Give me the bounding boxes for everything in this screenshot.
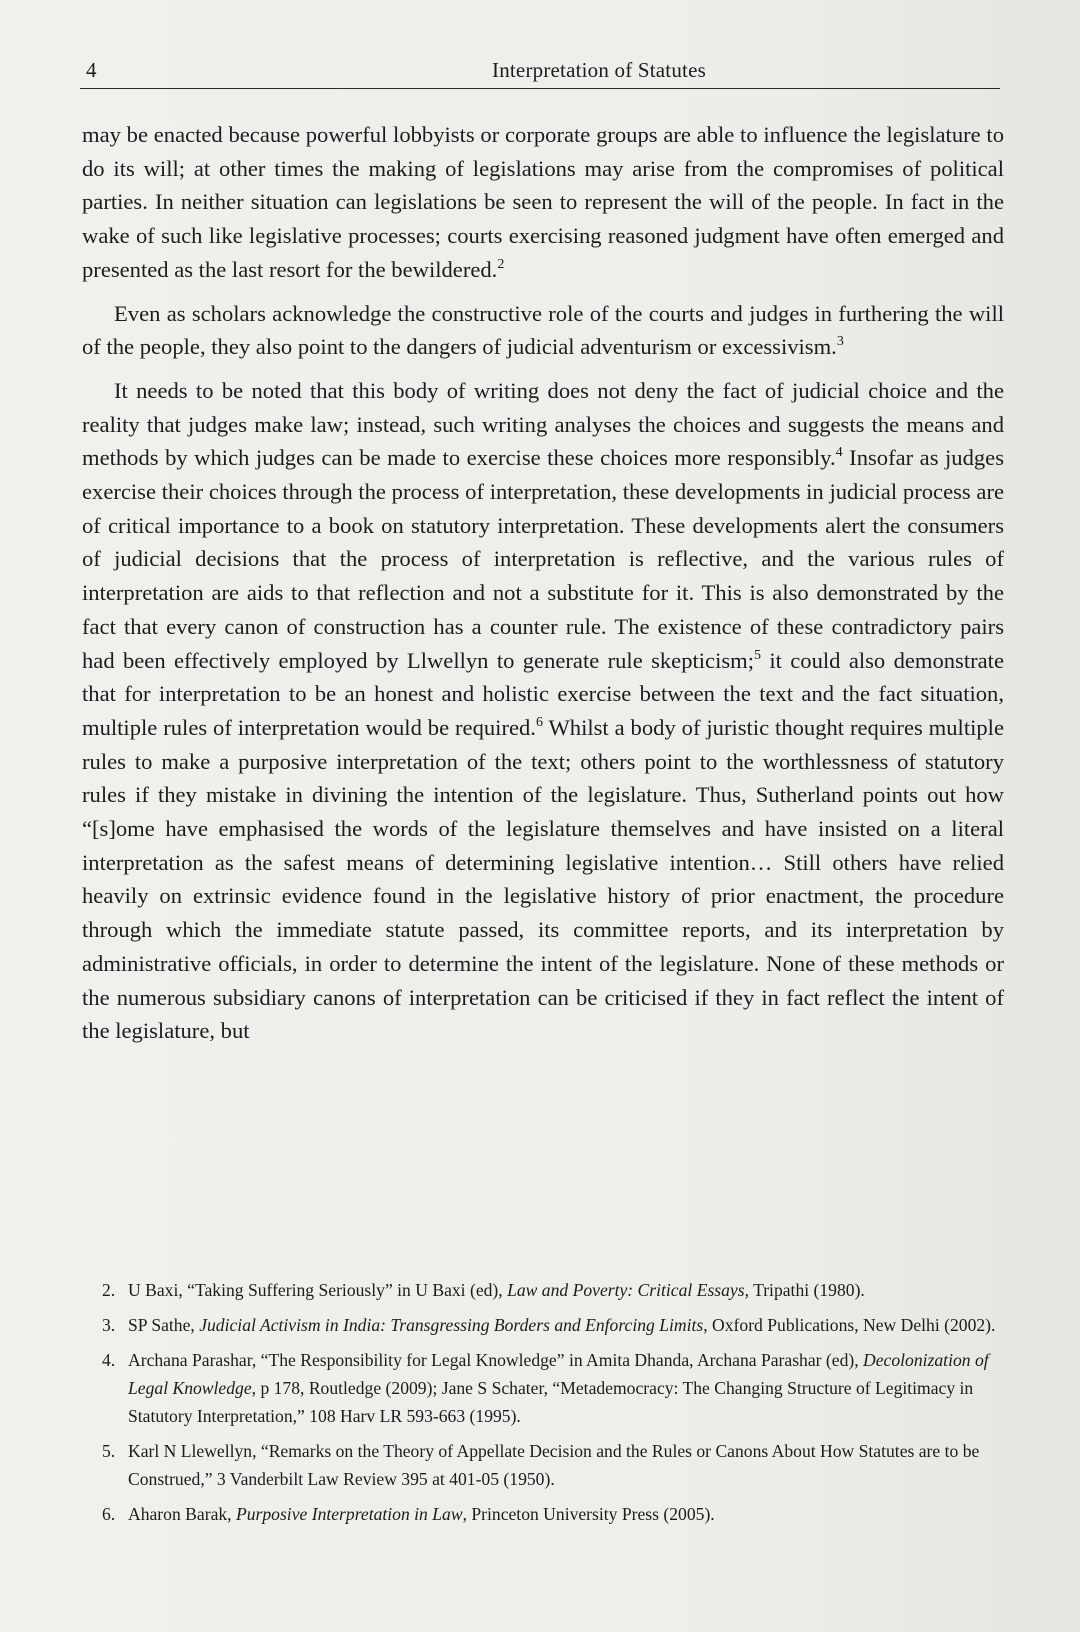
footnote-text: , Princeton University Press (2005). [462, 1504, 715, 1524]
footnotes [102, 1276, 1002, 1535]
paragraph-3-text-4: Whilst a body of juristic thought requires multiple rules to make a purposive interpretation of the text; others point to the worthlessness of statutory rules if they mistake in divining the intention of the legislature. Thus, Sutherland points out how “[s]ome have emphasised the words of the legislature themselves and have insisted on a literal interpretation as the safest means of determining legislative intention… Still others have relied heavily on extrinsic evidence found in the legislative history of prior enactment, the procedure through which the immediate statute passed, its committee reports, and its interpretation by administrative officials, in order to determine the intent of the legislature. None of these methods or the numerous subsidiary canons of interpretation can be criticised if they in fact reflect the intent of the legislature, but [82, 714, 1004, 1044]
footnote-ref-4: 4 [835, 445, 843, 461]
body-text [82, 118, 1004, 1058]
footnote [102, 1276, 1002, 1304]
footnote-number: 6. [102, 1504, 116, 1524]
page-header [80, 56, 1000, 89]
footnote-number: 3. [102, 1315, 116, 1335]
paragraph-3 [82, 374, 1004, 1048]
footnote-ref-3: 3 [836, 334, 844, 350]
footnote-number: 4. [102, 1350, 116, 1370]
page-number: 4 [86, 58, 97, 82]
footnote-text: , p 178, Routledge (2009); Jane S Schater, “Metademocracy: The Changing Structure of Legitimacy in Statutory Interpretation,” 108 Harv LR 593-663 (1995). [128, 1378, 974, 1426]
footnote [102, 1500, 1002, 1528]
footnote-ref-6: 6 [535, 714, 543, 730]
footnote-title: Purposive Interpretation in Law [235, 1504, 463, 1524]
footnote [102, 1437, 1002, 1493]
footnote [102, 1346, 1002, 1430]
paragraph-2 [82, 297, 1004, 364]
running-title: Interpretation of Statutes [492, 58, 706, 82]
footnote-text: , Oxford Publications, New Delhi (2002). [703, 1315, 996, 1335]
footnote [102, 1311, 1002, 1339]
footnote-text: , Tripathi (1980). [744, 1280, 865, 1300]
footnote-text: Archana Parashar, “The Responsibility for Legal Knowledge” in Amita Dhanda, Archana Parashar (ed), [128, 1350, 864, 1370]
paragraph-3-text-1: It needs to be noted that this body of writing does not deny the fact of judicial choice and the reality that judges make law; instead, such writing analyses the choices and suggests the means and methods by which judges can be made to exercise these choices more responsibly. [82, 377, 1004, 471]
footnote-ref-2: 2 [497, 256, 505, 272]
paragraph-1-text: may be enacted because powerful lobbyists or corporate groups are able to influence the legislature to do its will; at other times the making of legislations may arise from the compromises of political parties. In neither situation can legislations be seen to represent the will of the people. In fact in the wake of such like legislative processes; courts exercising reasoned judgment have often emerged and presented as the last resort for the bewildered. [82, 122, 1004, 282]
footnote-text: U Baxi, “Taking Suffering Seriously” in U Baxi (ed), [128, 1280, 508, 1300]
footnote-title: Judicial Activism in India: Transgressing Borders and Enforcing Limits [199, 1315, 704, 1335]
footnote-title: Law and Poverty: Critical Essays [507, 1280, 745, 1300]
footnote-ref-5: 5 [754, 647, 762, 663]
footnote-number: 5. [102, 1441, 116, 1461]
footnote-text: Aharon Barak, [128, 1504, 236, 1524]
footnote-number: 2. [102, 1280, 116, 1300]
paragraph-3-text-3: it could also demonstrate that for interpretation to be an honest and holistic exercise between the text and the fact situation, multiple rules of interpretation would be required. [82, 647, 1004, 740]
footnote-title: Decolonization of Legal Knowledge [128, 1350, 989, 1398]
paragraph-3-text-2: Insofar as judges exercise their choices through the process of interpretation, these developments in judicial process are of critical importance to a book on statutory interpretation. These developments alert the consumers of judicial decisions that the process of interpretation is reflective, and the various rules of interpretation are aids to that reflection and not a substitute for it. This is also demonstrated by the fact that every canon of construction has a counter rule. The existence of these contradictory pairs had been effectively employed by Llwellyn to generate rule skepticism; [82, 445, 1004, 673]
footnote-text: SP Sathe, [128, 1315, 200, 1335]
footnote-text: Karl N Llewellyn, “Remarks on the Theory of Appellate Decision and the Rules or Canons About How Statutes are to be Construed,” 3 Vanderbilt Law Review 395 at 401-05 (1950). [128, 1441, 980, 1489]
paragraph-2-text: Even as scholars acknowledge the constructive role of the courts and judges in furthering the will of the people, they also point to the dangers of judicial adventurism or excessivism. [82, 300, 1004, 360]
paragraph-1 [82, 118, 1004, 287]
